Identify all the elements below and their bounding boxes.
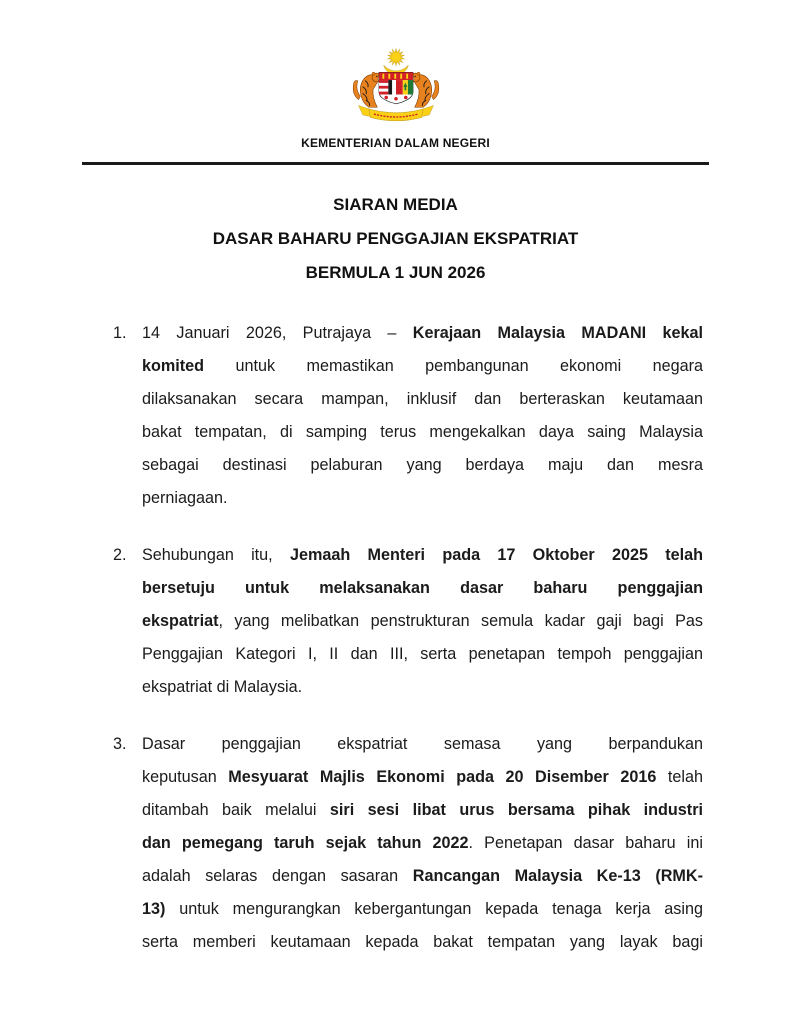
text-segment: Sehubungan itu, xyxy=(142,546,290,564)
bold-text-segment: siri sesi libat urus bersama pihak industri xyxy=(329,801,703,819)
text-line xyxy=(142,728,703,761)
item-number: 1. xyxy=(113,324,127,342)
shield-icon xyxy=(379,72,413,103)
text-segment: Penggajian Kategori I, II dan III, serta penetapan tempoh penggajian xyxy=(142,645,703,663)
bold-text-segment: Kerajaan Malaysia MADANI kekal xyxy=(412,324,704,342)
text-segment: . Penetapan dasar baharu ini xyxy=(468,834,703,852)
bold-text-segment: 13) xyxy=(142,900,166,918)
text-line xyxy=(142,638,703,671)
text-segment: adalah selaras dengan sasaran xyxy=(142,867,413,885)
federal-star-icon xyxy=(387,49,403,66)
item-lines xyxy=(142,539,703,704)
item-lines xyxy=(142,317,703,515)
bold-text-segment: komited xyxy=(142,357,205,375)
title-line-3: BERMULA 1 JUN 2026 xyxy=(305,263,486,282)
text-segment: perniagaan. xyxy=(142,489,228,507)
text-segment: bakat tempatan, di samping terus mengekalkan daya saing Malaysia xyxy=(142,423,703,441)
text-line xyxy=(142,383,703,416)
text-segment: telah xyxy=(656,768,703,786)
bold-text-segment: Jemaah Menteri pada 17 Oktober 2025 telah xyxy=(289,546,703,564)
document-title xyxy=(0,188,791,290)
text-segment: 14 Januari 2026, Putrajaya – xyxy=(142,324,413,342)
bold-text-segment: Mesyuarat Majlis Ekonomi pada 20 Disember 2016 xyxy=(228,768,657,786)
text-segment: sebagai destinasi pelaburan yang berdaya maju dan mesra xyxy=(142,456,703,474)
motto-scroll-icon xyxy=(358,106,433,121)
text-segment: keputusan xyxy=(142,768,229,786)
item-number: 2. xyxy=(113,546,127,564)
text-segment: ekspatriat di Malaysia. xyxy=(142,678,303,696)
text-line xyxy=(142,539,703,572)
crest-container xyxy=(0,46,791,126)
text-line xyxy=(142,827,703,860)
text-line xyxy=(142,449,703,482)
text-segment: serta memberi keutamaan kepada bakat tempatan yang layak bagi xyxy=(142,933,703,951)
header-divider xyxy=(82,162,709,165)
malaysia-coat-of-arms-icon xyxy=(345,46,447,126)
text-line xyxy=(142,605,703,638)
item-lines xyxy=(142,728,703,959)
bold-text-segment: dan pemegang taruh sejak tahun 2022 xyxy=(142,834,469,852)
title-line-2: DASAR BAHARU PENGGAJIAN EKSPATRIAT xyxy=(212,229,579,248)
text-segment: untuk mengurangkan kebergantungan kepada tenaga kerja asing xyxy=(165,900,703,918)
press-release-item xyxy=(113,539,703,704)
bold-text-segment: bersetuju untuk melaksanakan dasar baharu penggajian xyxy=(142,579,703,597)
text-line xyxy=(142,572,703,605)
text-line xyxy=(142,671,703,704)
tiger-right-icon xyxy=(410,72,438,107)
ministry-name: KEMENTERIAN DALAM NEGERI xyxy=(301,136,490,150)
press-release-item xyxy=(113,728,703,959)
tiger-left-icon xyxy=(353,72,381,107)
press-release-body xyxy=(113,317,703,959)
text-line xyxy=(142,761,703,794)
text-segment: untuk memastikan pembangunan ekonomi negara xyxy=(204,357,703,375)
text-segment: , yang melibatkan penstrukturan semula kadar gaji bagi Pas xyxy=(218,612,703,630)
bold-text-segment: ekspatriat xyxy=(142,612,219,630)
text-line xyxy=(142,482,703,515)
text-line xyxy=(142,860,703,893)
text-segment: ditambah baik melalui xyxy=(142,801,330,819)
title-line-1: SIARAN MEDIA xyxy=(333,195,458,214)
text-line xyxy=(142,926,703,959)
text-line xyxy=(142,794,703,827)
text-segment: Dasar penggajian ekspatriat semasa yang berpandukan xyxy=(142,735,703,753)
text-line xyxy=(142,350,703,383)
bold-text-segment: Rancangan Malaysia Ke-13 (RMK- xyxy=(412,867,703,885)
item-number: 3. xyxy=(113,735,127,753)
text-line xyxy=(142,893,703,926)
press-release-item xyxy=(113,317,703,515)
text-line xyxy=(142,416,703,449)
text-line xyxy=(142,317,703,350)
text-segment: dilaksanakan secara mampan, inklusif dan berteraskan keutamaan xyxy=(142,390,703,408)
